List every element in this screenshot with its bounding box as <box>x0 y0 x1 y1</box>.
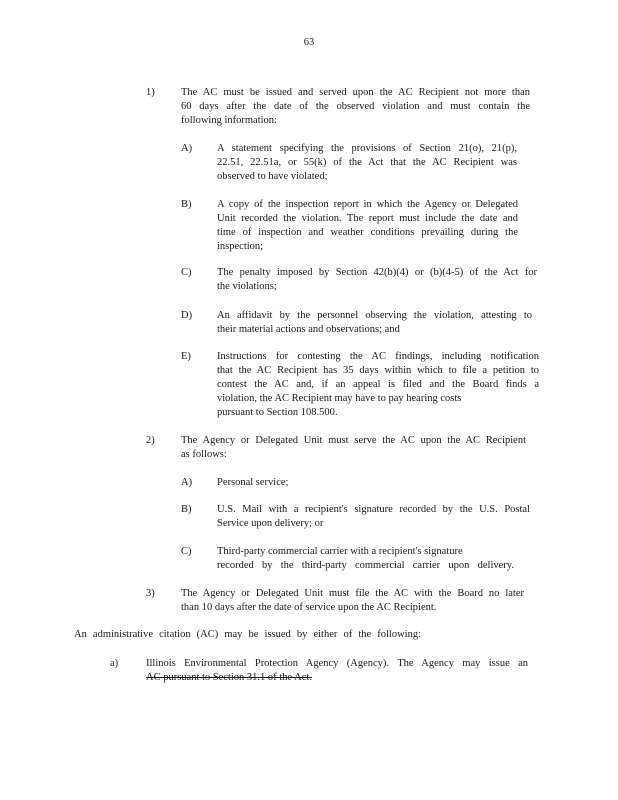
item-1-label: 1) <box>146 87 155 98</box>
item-1d-line: An affidavit by the personnel observing the violation, attesting to <box>217 310 532 321</box>
item-1a-line: observed to have violated; <box>217 171 328 182</box>
item-1e-line: violation, the AC Recipient may have to pay hearing costs <box>217 393 462 404</box>
item-a-text <box>146 657 528 685</box>
item-2a-text <box>217 476 517 490</box>
item-1c-label: C) <box>181 267 192 278</box>
item-2c-text <box>217 545 514 573</box>
item-2b-line: Service upon delivery; or <box>217 518 324 529</box>
intro-line: An administrative citation (AC) may be issued by either of the following: <box>74 629 421 640</box>
item-1b-line: A copy of the inspection report in which the Agency or Delegated <box>217 199 518 210</box>
item-1d-line: their material actions and observations; and <box>217 324 400 335</box>
item-1d-text <box>217 309 532 337</box>
item-1-line: The AC must be issued and served upon the AC Recipient not more than <box>181 87 530 98</box>
item-1d-label: D) <box>181 310 193 321</box>
item-1b-text <box>217 198 518 254</box>
item-1-line: 60 days after the date of the observed violation and must contain the <box>181 101 530 112</box>
item-2-line: as follows: <box>181 449 227 460</box>
item-1e-line: contest the AC and, if an appeal is filed and the Board finds a <box>217 379 539 390</box>
item-1b-label: B) <box>181 199 192 210</box>
item-2b-label: B) <box>181 504 192 515</box>
item-1e-line: that the AC Recipient has 35 days within which to file a petition to <box>217 365 539 376</box>
item-3-text <box>181 587 524 615</box>
item-1e-label: E) <box>181 351 191 362</box>
page-number: 63 <box>303 37 315 48</box>
item-2a-label: A) <box>181 477 193 488</box>
item-2-line: The Agency or Delegated Unit must serve the AC upon the AC Recipient <box>181 435 526 446</box>
item-1e-line: Instructions for contesting the AC findings, including notification <box>217 351 539 362</box>
item-a-label: a) <box>110 658 119 669</box>
item-1b-line: inspection; <box>217 241 264 252</box>
item-2-label: 2) <box>146 435 155 446</box>
item-1e-text <box>217 350 539 420</box>
item-1a-label: A) <box>181 143 193 154</box>
item-1a-text <box>217 142 517 184</box>
item-2a-line: Personal service; <box>217 477 289 488</box>
item-1c-text <box>217 266 537 294</box>
item-2b-line: U.S. Mail with a recipient's signature recorded by the U.S. Postal <box>217 504 530 515</box>
item-1c-line: The penalty imposed by Section 42(b)(4) or (b)(4-5) of the Act for <box>217 267 537 278</box>
item-1a-line: A statement specifying the provisions of Section 21(o), 21(p), <box>217 143 517 154</box>
item-1e-line: pursuant to Section 108.500. <box>217 407 338 418</box>
item-1-line: following information: <box>181 115 277 126</box>
item-1a-line: 22.51, 22.51a, or 55(k) of the Act that the AC Recipient was <box>217 157 517 168</box>
item-3-line: than 10 days after the date of service upon the AC Recipient. <box>181 602 437 613</box>
item-3-line: The Agency or Delegated Unit must file the AC with the Board no later <box>181 588 524 599</box>
item-2c-label: C) <box>181 546 192 557</box>
item-2c-line: Third-party commercial carrier with a recipient's signature <box>217 546 463 557</box>
item-1b-line: Unit recorded the violation. The report must include the date and <box>217 213 518 224</box>
item-1b-line: time of inspection and weather conditions prevailing during the <box>217 227 518 238</box>
item-1-text <box>181 86 530 128</box>
item-2b-text <box>217 503 530 531</box>
item-3-label: 3) <box>146 588 155 599</box>
item-1c-line: the violations; <box>217 281 277 292</box>
item-a-line: Illinois Environmental Protection Agency (Agency). The Agency may issue an <box>146 658 528 669</box>
item-2c-line: recorded by the third-party commercial carrier upon delivery. <box>217 560 514 571</box>
item-2-text <box>181 434 526 462</box>
intro-paragraph <box>74 628 421 642</box>
item-a-struck-line: AC pursuant to Section 31.1 of the Act. <box>146 672 312 683</box>
